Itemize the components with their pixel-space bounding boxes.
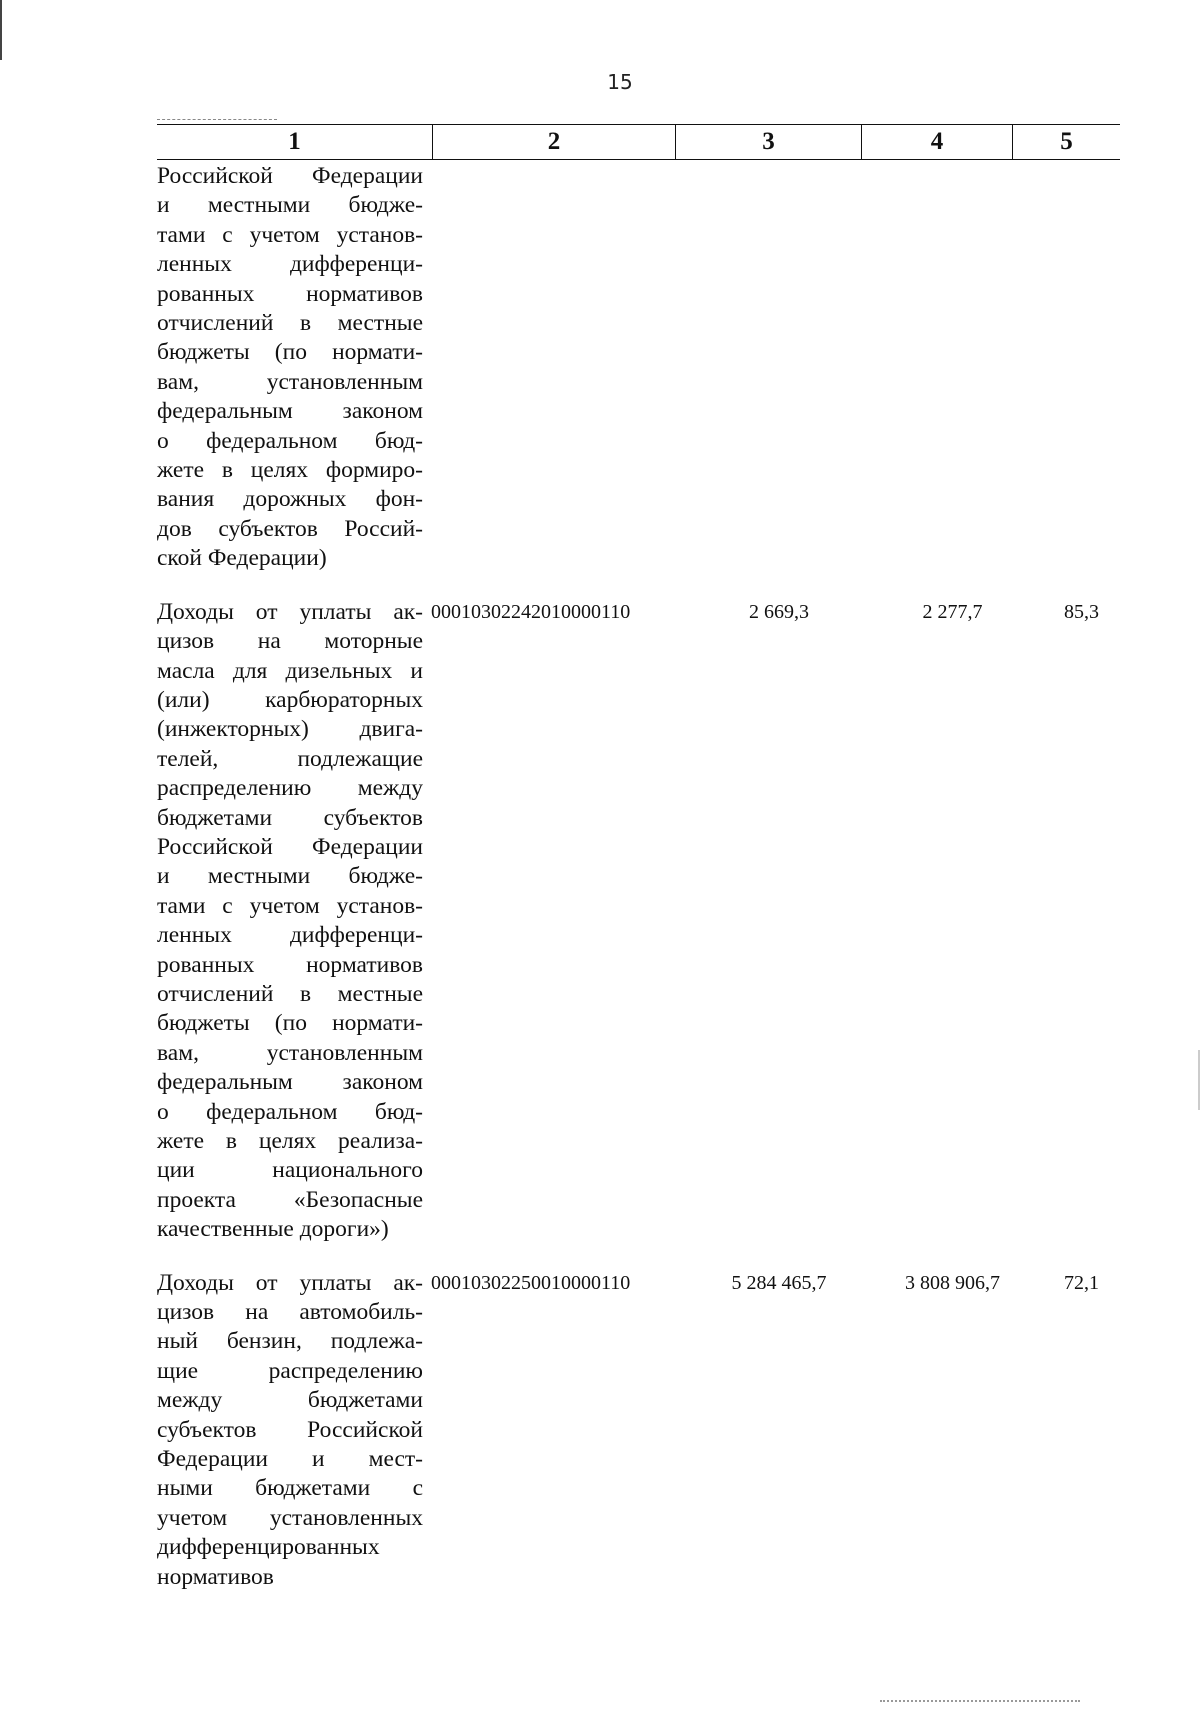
scan-artifact bbox=[880, 1700, 1080, 1702]
description-line: и местными бюдже- bbox=[157, 863, 423, 890]
description-line: (инжекторных) двига- bbox=[157, 716, 423, 743]
description-line: вам, установленным bbox=[157, 368, 423, 395]
description-line: ными бюджетами с bbox=[157, 1475, 423, 1502]
description-line: ный бензин, подлежа- bbox=[157, 1328, 423, 1355]
description-line: бюджеты (по нормати- bbox=[157, 339, 423, 366]
description-line: (или) карбюраторных bbox=[157, 686, 423, 713]
scan-edge-mark bbox=[0, 0, 2, 60]
description-line: рованных нормативов bbox=[157, 951, 423, 978]
description-line: нормативов bbox=[157, 1563, 274, 1590]
row-value-col5: 72,1 bbox=[1064, 1271, 1099, 1294]
header-dash bbox=[157, 119, 277, 120]
description-line: федеральным законом bbox=[157, 1069, 423, 1096]
row-gap bbox=[157, 1245, 1120, 1269]
description-line: субъектов Российской bbox=[157, 1416, 423, 1443]
description-line: ленных дифференци- bbox=[157, 251, 423, 278]
row-value-col4: 2 277,7 bbox=[922, 600, 983, 623]
description-line: вам, установленным bbox=[157, 1039, 423, 1066]
description-line: отчислений в местные bbox=[157, 980, 423, 1007]
table-row bbox=[157, 162, 1120, 574]
row-value-col4: 3 808 906,7 bbox=[905, 1271, 1000, 1294]
row-code: 00010302250010000110 bbox=[431, 1271, 631, 1294]
header-col-4: 4 bbox=[862, 125, 1013, 159]
description-line: отчислений в местные bbox=[157, 310, 423, 337]
description-line: ленных дифференци- bbox=[157, 922, 423, 949]
description-line: масла для дизельных и bbox=[157, 657, 423, 684]
row-value-col3: 2 669,3 bbox=[749, 600, 809, 623]
table-body bbox=[157, 162, 1120, 1592]
description-line: Доходы от уплаты ак- bbox=[157, 1269, 423, 1296]
row-code: 00010302242010000110 bbox=[431, 600, 631, 623]
description-line: о федеральном бюд- bbox=[157, 1098, 423, 1125]
description-line: тами с учетом установ- bbox=[157, 221, 423, 248]
table-row bbox=[157, 598, 1120, 1245]
description-line: Российской Федерации bbox=[157, 163, 423, 189]
row-description bbox=[157, 1269, 423, 1592]
description-line: Доходы от уплаты ак- bbox=[157, 598, 423, 625]
header-col-2: 2 bbox=[433, 125, 676, 159]
description-line: Российской Федерации bbox=[157, 833, 423, 860]
description-line: распределению между bbox=[157, 775, 423, 802]
description-line: федеральным законом bbox=[157, 398, 423, 425]
description-line: и местными бюдже- bbox=[157, 192, 423, 219]
row-gap bbox=[157, 574, 1120, 598]
description-line: телей, подлежащие bbox=[157, 745, 423, 772]
description-line: тами с учетом установ- bbox=[157, 892, 423, 919]
table-row bbox=[157, 1269, 1120, 1592]
row-description bbox=[157, 598, 423, 1245]
description-line: дов субъектов Россий- bbox=[157, 515, 423, 542]
header-col-5: 5 bbox=[1060, 128, 1073, 155]
description-line: дифференцированных bbox=[157, 1534, 380, 1561]
description-line: о федеральном бюд- bbox=[157, 427, 423, 454]
description-line: учетом установленных bbox=[157, 1504, 423, 1531]
description-line: жете в целях реализа- bbox=[157, 1128, 423, 1154]
header-col-3: 3 bbox=[676, 125, 862, 159]
description-line: рованных нормативов bbox=[157, 280, 423, 307]
description-line: цизов на автомобиль- bbox=[157, 1299, 423, 1326]
table-header bbox=[157, 124, 1120, 160]
description-line: жете в целях формиро- bbox=[157, 457, 423, 484]
description-line: щие распределению bbox=[157, 1357, 423, 1384]
page-number: 15 bbox=[607, 70, 633, 94]
description-line: качественные дороги») bbox=[157, 1216, 389, 1243]
description-line: ской Федерации) bbox=[157, 545, 327, 572]
description-line: цизов на моторные bbox=[157, 628, 423, 655]
row-value-col5: 85,3 bbox=[1064, 600, 1099, 623]
description-line: бюджеты (по нормати- bbox=[157, 1010, 423, 1037]
row-value-col3: 5 284 465,7 bbox=[731, 1271, 827, 1294]
description-line: Федерации и мест- bbox=[157, 1446, 423, 1473]
description-line: между бюджетами bbox=[157, 1387, 423, 1414]
description-line: бюджетами субъектов bbox=[157, 804, 423, 831]
row-description bbox=[157, 162, 423, 574]
header-col-1: 1 bbox=[157, 125, 433, 159]
description-line: вания дорожных фон- bbox=[157, 486, 423, 513]
description-line: ции национального bbox=[157, 1157, 423, 1184]
description-line: проекта «Безопасные bbox=[157, 1186, 423, 1213]
